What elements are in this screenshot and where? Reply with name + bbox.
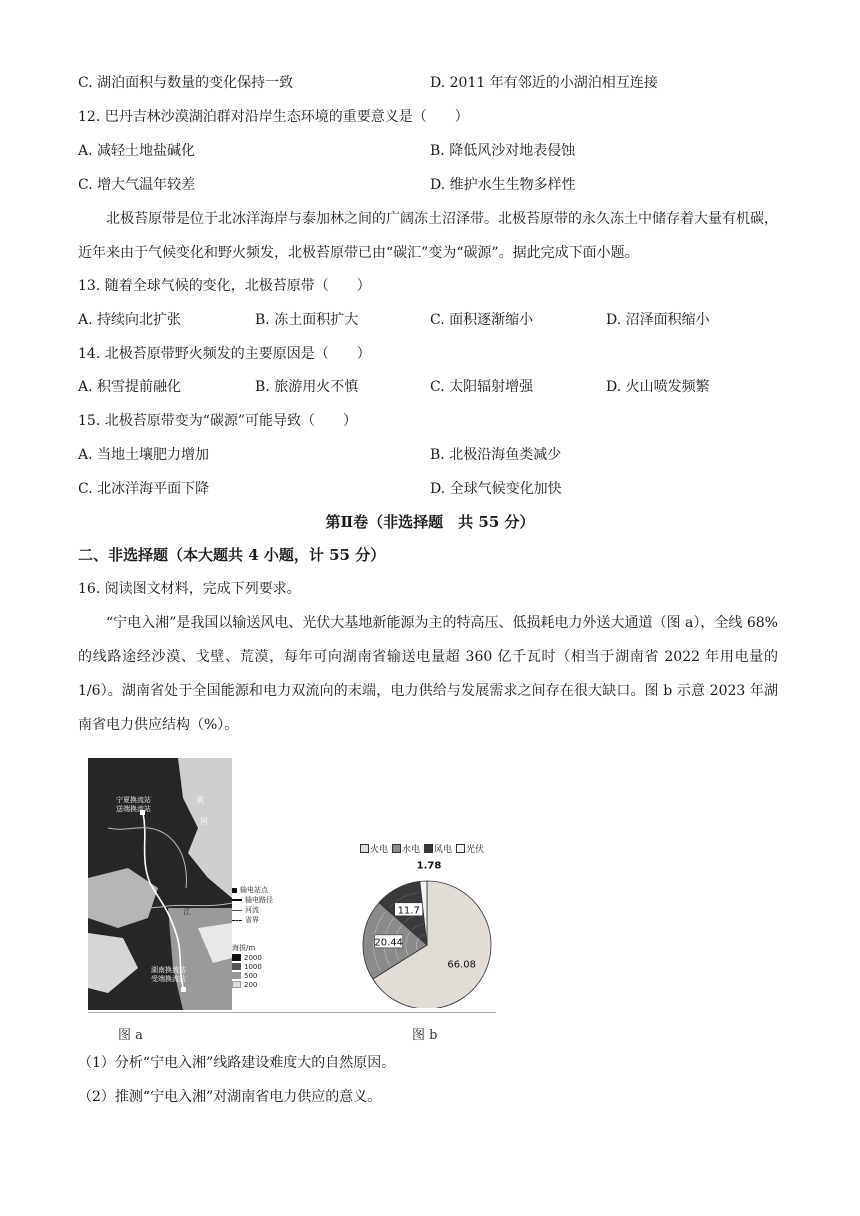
legend-item-route: 输电路径 [245, 896, 273, 904]
section-title: 第Ⅱ卷（非选择题 共 55 分） [325, 513, 535, 531]
q14-option-c: C. 太阳辐射增强 [430, 379, 534, 395]
legend-level-4: 200 [244, 980, 258, 989]
q16-sub2: （2）推测“宁电入湘”对湖南省电力供应的意义。 [78, 1089, 382, 1105]
svg-text:11.7: 11.7 [397, 905, 420, 917]
q14-stem: 14. 北极苔原带野火频发的主要原因是（ ） [78, 346, 371, 362]
legend-item-river: 河流 [245, 906, 259, 914]
q14-option-d: D. 火山喷发频繁 [606, 379, 710, 395]
q12-option-a: A. 减轻土地盐碱化 [78, 143, 196, 159]
river-label-3: 江 [183, 907, 191, 916]
legend-item-boundary: 省界 [245, 916, 259, 924]
q13-option-a: A. 持续向北扩张 [78, 312, 182, 328]
passage-tundra: 北极苔原带是位于北冰洋海岸与泰加林之间的广阔冻土沼泽带。北极苔原带的永久冻土中储存着大量有机碳，近年来由于气候变化和野火频发，北极苔原带已由“碳汇”变为“碳源”。据此完成下面小题。 [78, 211, 778, 261]
start-station-label-2: 送端换流站 [116, 805, 151, 813]
legend-label-hydro: 水电 [402, 845, 421, 855]
figure-a-legend [232, 885, 292, 1010]
start-station-label: 宁夏换流站 [116, 796, 151, 804]
legend-level-1: 2000 [244, 953, 262, 962]
figure-a-map [88, 758, 232, 1010]
legend-river-icon [232, 910, 242, 911]
q16-sub1: （1）分析“宁电入湘”线路建设难度大的自然原因。 [78, 1055, 396, 1071]
q12-option-b: B. 降低风沙对地表侵蚀 [430, 143, 576, 159]
q12-option-d: D. 维护水生生物多样性 [430, 177, 576, 193]
figure-b-caption: 图 b [412, 1028, 438, 1043]
river-label-1: 黄 [196, 796, 204, 805]
svg-text:1.78: 1.78 [416, 860, 442, 872]
q15-stem: 15. 北极苔原带变为“碳源”可能导致（ ） [78, 413, 358, 429]
legend-level-icon-4 [232, 981, 241, 988]
q13-option-c: C. 面积逐渐缩小 [430, 312, 534, 328]
legend-elevation-title: 海拔/m [232, 944, 256, 952]
q15-option-b: B. 北极沿海鱼类减少 [430, 447, 562, 463]
q16-stem: 16. 阅读图文材料，完成下列要求。 [78, 581, 301, 597]
pie-chart [350, 838, 500, 1008]
q15-option-a: A. 当地土壤肥力增加 [78, 447, 210, 463]
part-two-heading: 二、非选择题（本大题共 4 小题，计 55 分） [78, 546, 386, 564]
svg-text:66.08: 66.08 [447, 959, 477, 971]
q13-option-d: D. 沼泽面积缩小 [606, 312, 710, 328]
q14-option-a: A. 积雪提前融化 [78, 379, 182, 395]
pie-label-1 [374, 935, 403, 949]
q12-option-c: C. 增大气温年较差 [78, 177, 196, 193]
legend-level-icon-2 [232, 963, 241, 970]
legend-level-icon-3 [232, 972, 241, 979]
svg-text:20.44: 20.44 [374, 937, 404, 949]
legend-station-icon [232, 888, 237, 893]
river-label-2: 河 [200, 817, 208, 826]
pie-label-3 [417, 861, 442, 872]
figure-a-caption: 图 a [118, 1028, 143, 1043]
legend-label-thermal: 火电 [370, 845, 389, 855]
legend-level-3: 500 [244, 971, 258, 980]
legend-route-icon [232, 899, 242, 901]
q15-option-c: C. 北冰洋海平面下降 [78, 481, 210, 497]
q16-passage: “宁电入湘”是我国以输送风电、光伏大基地新能源为主的特高压、低损耗电力外送大通道（图 a），全线 68%的线路途经沙漠、戈壁、荒漠，每年可向湖南省输送电量超 360 亿千瓦时（相当于湖南省 2022 年用电量的 1/6）。湖南省处于全国能源和电力双流向的末端，电力供给与发展需求之间存在很大缺口。图 b 示意 2023 年湖南省电力供应结构（%）。 [78, 615, 778, 733]
figure-divider [88, 1012, 496, 1013]
legend-item-station: 输电站点 [240, 886, 268, 894]
end-station-label-2: 受端换流站 [151, 975, 186, 983]
q11-option-c: C. 湖泊面积与数量的变化保持一致 [78, 75, 294, 91]
q11-option-d: D. 2011 年有邻近的小湖泊相互连接 [430, 75, 658, 91]
q13-stem: 13. 随着全球气候的变化，北极苔原带（ ） [78, 278, 371, 294]
pie-label-0 [447, 957, 476, 971]
q13-option-b: B. 冻土面积扩大 [255, 312, 359, 328]
legend-level-2: 1000 [244, 962, 262, 971]
q15-option-d: D. 全球气候变化加快 [430, 481, 562, 497]
q14-option-b: B. 旅游用火不慎 [255, 379, 359, 395]
q12-stem: 12. 巴丹吉林沙漠湖泊群对沿岸生态环境的重要意义是（ ） [78, 109, 469, 125]
legend-level-icon-1 [232, 954, 241, 961]
end-station-marker [181, 987, 186, 992]
pie-label-2 [395, 903, 423, 917]
legend-boundary-icon [232, 920, 242, 921]
legend-label-solar: 光伏 [466, 845, 485, 855]
river-label-4: 长 [150, 917, 158, 926]
legend-label-wind: 风电 [434, 845, 453, 855]
figure-b [350, 838, 500, 1013]
end-station-label: 湖南换流站 [151, 966, 186, 974]
